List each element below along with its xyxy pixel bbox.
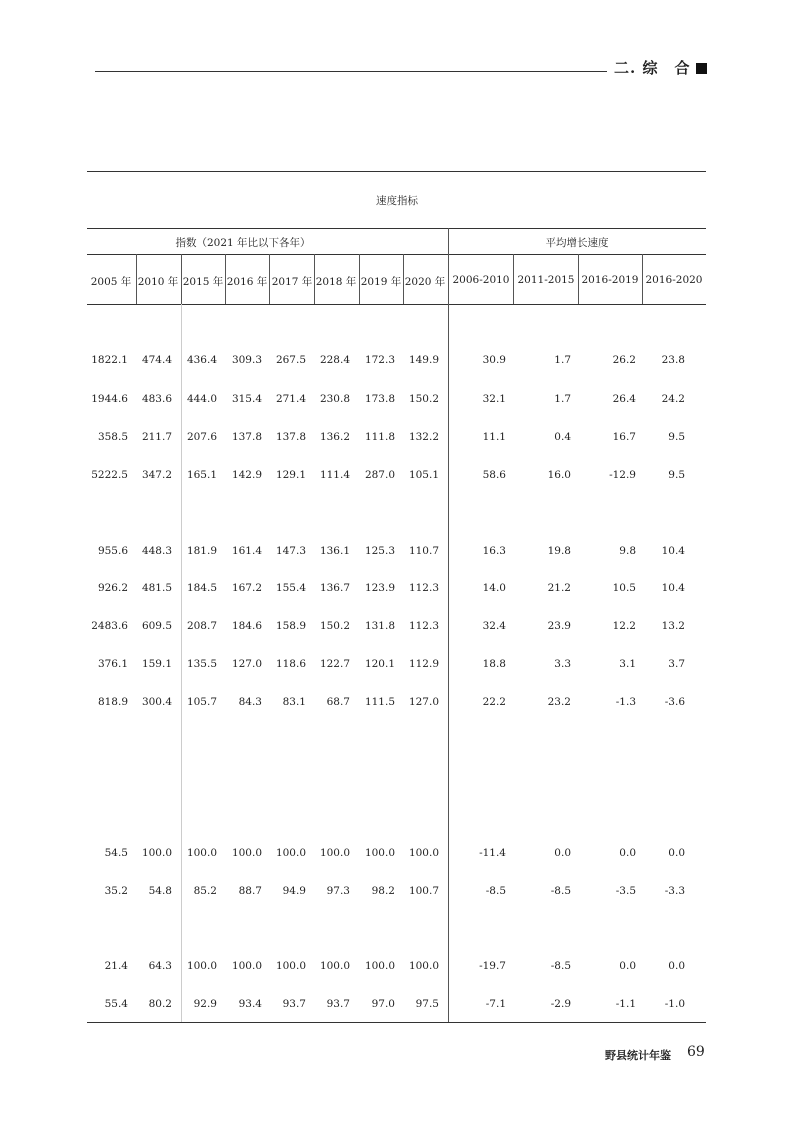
table-cell: 10.5	[612, 582, 636, 594]
table-cell: 184.6	[231, 620, 262, 632]
table-cell: 127.0	[231, 658, 262, 670]
table-cell: 10.4	[661, 582, 685, 594]
table-cell: 21.4	[104, 960, 128, 972]
column-header: 2006-2010	[452, 274, 510, 286]
table-cell: 26.4	[612, 393, 636, 405]
table-cell: 35.2	[104, 885, 128, 897]
table-cell: 149.9	[408, 354, 439, 366]
table-cell: 93.4	[238, 998, 262, 1010]
table-cell: 309.3	[231, 354, 262, 366]
table-cell: 16.3	[482, 545, 506, 557]
table-cell: 18.8	[482, 658, 506, 670]
table-cell: 100.0	[231, 960, 262, 972]
table-cell: -12.9	[609, 469, 636, 481]
column-header: 2015 年	[182, 276, 224, 288]
table-cell: 100.0	[364, 960, 395, 972]
group-title-rule	[87, 228, 706, 229]
body-group-divider	[448, 304, 449, 1022]
table-cell: 118.6	[275, 658, 306, 670]
table-cell: 100.7	[408, 885, 439, 897]
table-cell: 9.8	[619, 545, 636, 557]
table-cell: 315.4	[231, 393, 262, 405]
table-cell: -3.6	[664, 696, 685, 708]
table-cell: 92.9	[193, 998, 217, 1010]
table-cell: 818.9	[97, 696, 128, 708]
table-cell: 10.4	[661, 545, 685, 557]
table-cell: -3.5	[615, 885, 636, 897]
table-cell: -3.3	[664, 885, 685, 897]
table-cell: 110.7	[408, 545, 439, 557]
table-top-rule	[87, 171, 706, 172]
table-cell: 150.2	[408, 393, 439, 405]
table-cell: 483.6	[141, 393, 172, 405]
table-cell: 100.0	[408, 960, 439, 972]
table-cell: 1822.1	[91, 354, 128, 366]
column-header: 2017 年	[271, 276, 313, 288]
table-cell: 158.9	[275, 620, 306, 632]
table-cell: 100.0	[186, 960, 217, 972]
table-cell: 137.8	[231, 431, 262, 443]
table-cell: 3.3	[554, 658, 571, 670]
table-cell: 132.2	[408, 431, 439, 443]
column-header: 2016 年	[226, 276, 268, 288]
footer-book-title: 野县统计年鉴	[605, 1049, 671, 1062]
table-cell: 230.8	[319, 393, 350, 405]
table-cell: -2.9	[550, 998, 571, 1010]
table-cell: 0.0	[554, 847, 571, 859]
table-cell: 1.7	[554, 354, 571, 366]
column-header: 2016-2020	[645, 274, 703, 286]
table-cell: 184.5	[186, 582, 217, 594]
table-cell: 287.0	[364, 469, 395, 481]
table-cell: 105.7	[186, 696, 217, 708]
table-cell: 267.5	[275, 354, 306, 366]
table-cell: 16.0	[547, 469, 571, 481]
table-cell: 136.1	[319, 545, 350, 557]
table-cell: 609.5	[141, 620, 172, 632]
table-cell: 19.8	[547, 545, 571, 557]
table-cell: 211.7	[141, 431, 172, 443]
table-cell: 9.5	[668, 469, 685, 481]
group-divider	[448, 228, 449, 304]
table-cell: 136.7	[319, 582, 350, 594]
section-title	[614, 57, 707, 78]
table-cell: 93.7	[282, 998, 306, 1010]
table-cell: 173.8	[364, 393, 395, 405]
table-cell: 0.0	[619, 960, 636, 972]
table-cell: -19.7	[479, 960, 506, 972]
table-cell: 80.2	[148, 998, 172, 1010]
section-square-icon	[696, 63, 707, 74]
table-cell: 23.8	[661, 354, 685, 366]
section-title-text: 二. 综 合	[614, 59, 691, 77]
table-cell: 93.7	[326, 998, 350, 1010]
column-header: 2018 年	[315, 276, 357, 288]
table-cell: 142.9	[231, 469, 262, 481]
table-cell: 436.4	[186, 354, 217, 366]
table-cell: 3.7	[668, 658, 685, 670]
table-cell: 129.1	[275, 469, 306, 481]
table-cell: 100.0	[275, 960, 306, 972]
table-cell: 120.1	[364, 658, 395, 670]
table-cell: 127.0	[408, 696, 439, 708]
header-rule	[95, 71, 607, 72]
table-cell: 100.0	[319, 847, 350, 859]
table-cell: 58.6	[482, 469, 506, 481]
table-cell: 23.9	[547, 620, 571, 632]
subheader-rule	[87, 254, 706, 255]
table-cell: 271.4	[275, 393, 306, 405]
table-cell: 112.3	[408, 620, 439, 632]
table-cell: 135.5	[186, 658, 217, 670]
table-cell: 30.9	[482, 354, 506, 366]
table-cell: 955.6	[97, 545, 128, 557]
table-cell: 112.9	[408, 658, 439, 670]
header-bottom-rule	[87, 304, 706, 305]
table-cell: 64.3	[148, 960, 172, 972]
growth-group-label: 平均增长速度	[545, 237, 609, 249]
table-cell: 100.0	[319, 960, 350, 972]
table-cell: -8.5	[485, 885, 506, 897]
table-cell: 111.8	[364, 431, 395, 443]
table-cell: 347.2	[141, 469, 172, 481]
column-header: 2011-2015	[517, 274, 575, 286]
table-cell: 3.1	[619, 658, 636, 670]
table-cell: 84.3	[238, 696, 262, 708]
table-cell: 207.6	[186, 431, 217, 443]
table-cell: -7.1	[485, 998, 506, 1010]
table-cell: 14.0	[482, 582, 506, 594]
table-cell: 68.7	[326, 696, 350, 708]
table-cell: 167.2	[231, 582, 262, 594]
table-cell: 9.5	[668, 431, 685, 443]
table-cell: 55.4	[104, 998, 128, 1010]
table-cell: 5222.5	[91, 469, 128, 481]
table-cell: 100.0	[141, 847, 172, 859]
table-cell: 136.2	[319, 431, 350, 443]
table-cell: 94.9	[282, 885, 306, 897]
table-cell: 11.1	[482, 431, 506, 443]
table-cell: 1944.6	[91, 393, 128, 405]
table-cell: 181.9	[186, 545, 217, 557]
column-divider	[642, 254, 643, 304]
table-cell: 112.3	[408, 582, 439, 594]
column-divider	[269, 254, 270, 304]
table-cell: 358.5	[97, 431, 128, 443]
table-cell: 474.4	[141, 354, 172, 366]
table-cell: 32.4	[482, 620, 506, 632]
table-cell: 26.2	[612, 354, 636, 366]
table-cell: 376.1	[97, 658, 128, 670]
table-cell: 161.4	[231, 545, 262, 557]
table-cell: 32.1	[482, 393, 506, 405]
table-cell: 0.0	[668, 847, 685, 859]
table-cell: 12.2	[612, 620, 636, 632]
table-cell: 97.0	[371, 998, 395, 1010]
table-cell: 97.3	[326, 885, 350, 897]
table-cell: 100.0	[186, 847, 217, 859]
table-cell: 926.2	[97, 582, 128, 594]
table-cell: 165.1	[186, 469, 217, 481]
table-cell: -1.1	[615, 998, 636, 1010]
table-cell: 448.3	[141, 545, 172, 557]
table-cell: 111.5	[364, 696, 395, 708]
table-cell: 24.2	[661, 393, 685, 405]
table-cell: 300.4	[141, 696, 172, 708]
table-cell: 137.8	[275, 431, 306, 443]
table-cell: 159.1	[141, 658, 172, 670]
table-cell: 172.3	[364, 354, 395, 366]
table-cell: 131.8	[364, 620, 395, 632]
table-cell: 105.1	[408, 469, 439, 481]
table-cell: 88.7	[238, 885, 262, 897]
table-cell: 122.7	[319, 658, 350, 670]
table-cell: 16.7	[612, 431, 636, 443]
table-cell: 54.8	[148, 885, 172, 897]
table-cell: 0.4	[554, 431, 571, 443]
column-header: 2019 年	[360, 276, 402, 288]
table-cell: 208.7	[186, 620, 217, 632]
table-cell: 100.0	[364, 847, 395, 859]
table-cell: 83.1	[282, 696, 306, 708]
column-divider	[513, 254, 514, 304]
table-cell: -8.5	[550, 885, 571, 897]
column-header: 2016-2019	[581, 274, 639, 286]
table-cell: 22.2	[482, 696, 506, 708]
table-cell: 125.3	[364, 545, 395, 557]
index-group-label: 指数（2021 年比以下各年）	[175, 237, 311, 249]
table-cell: -1.3	[615, 696, 636, 708]
table-cell: 21.2	[547, 582, 571, 594]
table-cell: 23.2	[547, 696, 571, 708]
table-cell: 111.4	[319, 469, 350, 481]
table-cell: -8.5	[550, 960, 571, 972]
table-cell: 98.2	[371, 885, 395, 897]
column-header: 2005 年	[90, 276, 132, 288]
column-header: 2020 年	[404, 276, 446, 288]
table-cell: 97.5	[415, 998, 439, 1010]
table-cell: 100.0	[275, 847, 306, 859]
table-cell: 228.4	[319, 354, 350, 366]
table-cell: 150.2	[319, 620, 350, 632]
table-cell: 85.2	[193, 885, 217, 897]
table-cell: 1.7	[554, 393, 571, 405]
page-number: 69	[687, 1044, 705, 1060]
table-cell: 147.3	[275, 545, 306, 557]
table-bottom-rule	[87, 1022, 706, 1023]
table-cell: 0.0	[668, 960, 685, 972]
table-group-title: 速度指标	[376, 195, 418, 207]
table-cell: 444.0	[186, 393, 217, 405]
body-column-divider	[181, 304, 182, 1022]
table-cell: -11.4	[479, 847, 506, 859]
table-cell: 155.4	[275, 582, 306, 594]
table-cell: 100.0	[231, 847, 262, 859]
table-cell: 100.0	[408, 847, 439, 859]
table-cell: 481.5	[141, 582, 172, 594]
table-cell: 54.5	[104, 847, 128, 859]
table-cell: 123.9	[364, 582, 395, 594]
column-header: 2010 年	[137, 276, 179, 288]
table-cell: 0.0	[619, 847, 636, 859]
table-cell: -1.0	[664, 998, 685, 1010]
table-cell: 13.2	[661, 620, 685, 632]
table-cell: 2483.6	[91, 620, 128, 632]
column-divider	[578, 254, 579, 304]
